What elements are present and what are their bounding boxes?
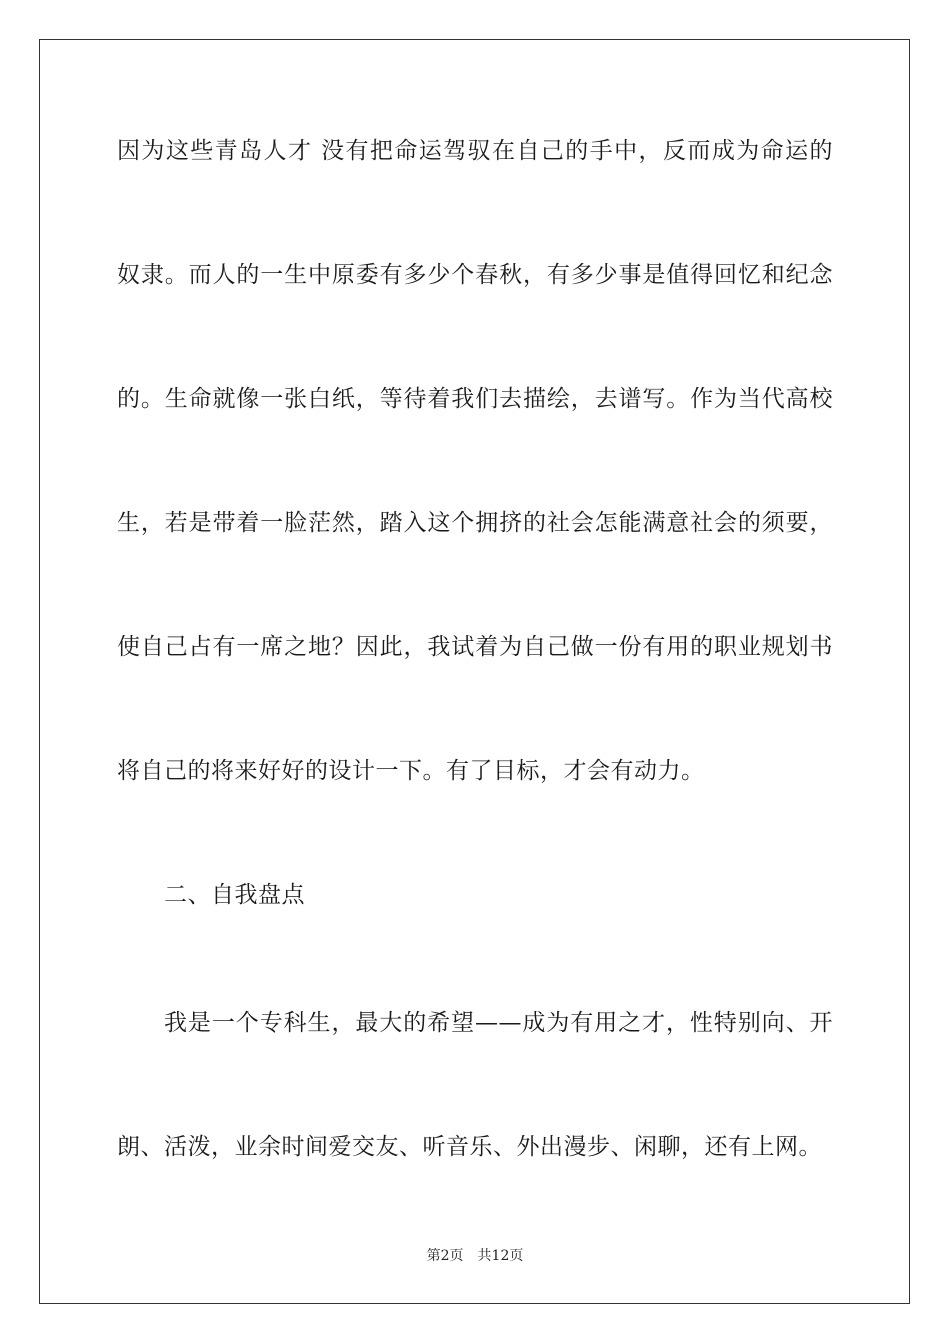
body-text-line: 我是一个专科生，最大的希望——成为有用之才，性特别向、开 [164,1010,833,1036]
page-frame [39,39,910,1304]
body-text-line: 将自己的将来好好的设计一下。有了目标，才会有动力。 [117,758,705,784]
body-text-line: 的。生命就像一张白纸，等待着我们去描绘，去谱写。作为当代高校 [117,386,833,412]
page-footer [0,1247,950,1265]
body-text-line: 使自己占有一席之地？因此，我试着为自己做一份有用的职业规划书 [117,634,833,660]
body-text-line: 奴隶。而人的一生中原委有多少个春秋，有多少事是值得回忆和纪念 [117,262,833,288]
body-text-line: 朗、活泼，业余时间爱交友、听音乐、外出漫步、闲聊，还有上网。 [117,1134,822,1160]
section-heading: 二、自我盘点 [164,882,305,908]
body-text-line: 生，若是带着一脸茫然，踏入这个拥挤的社会怎能满意社会的须要， [117,510,833,536]
body-text-line: 因为这些青岛人才 没有把命运驾驭在自己的手中，反而成为命运的 [117,138,833,164]
page-total: 共12页 [477,1248,524,1264]
page-number: 第2页 [426,1248,464,1264]
